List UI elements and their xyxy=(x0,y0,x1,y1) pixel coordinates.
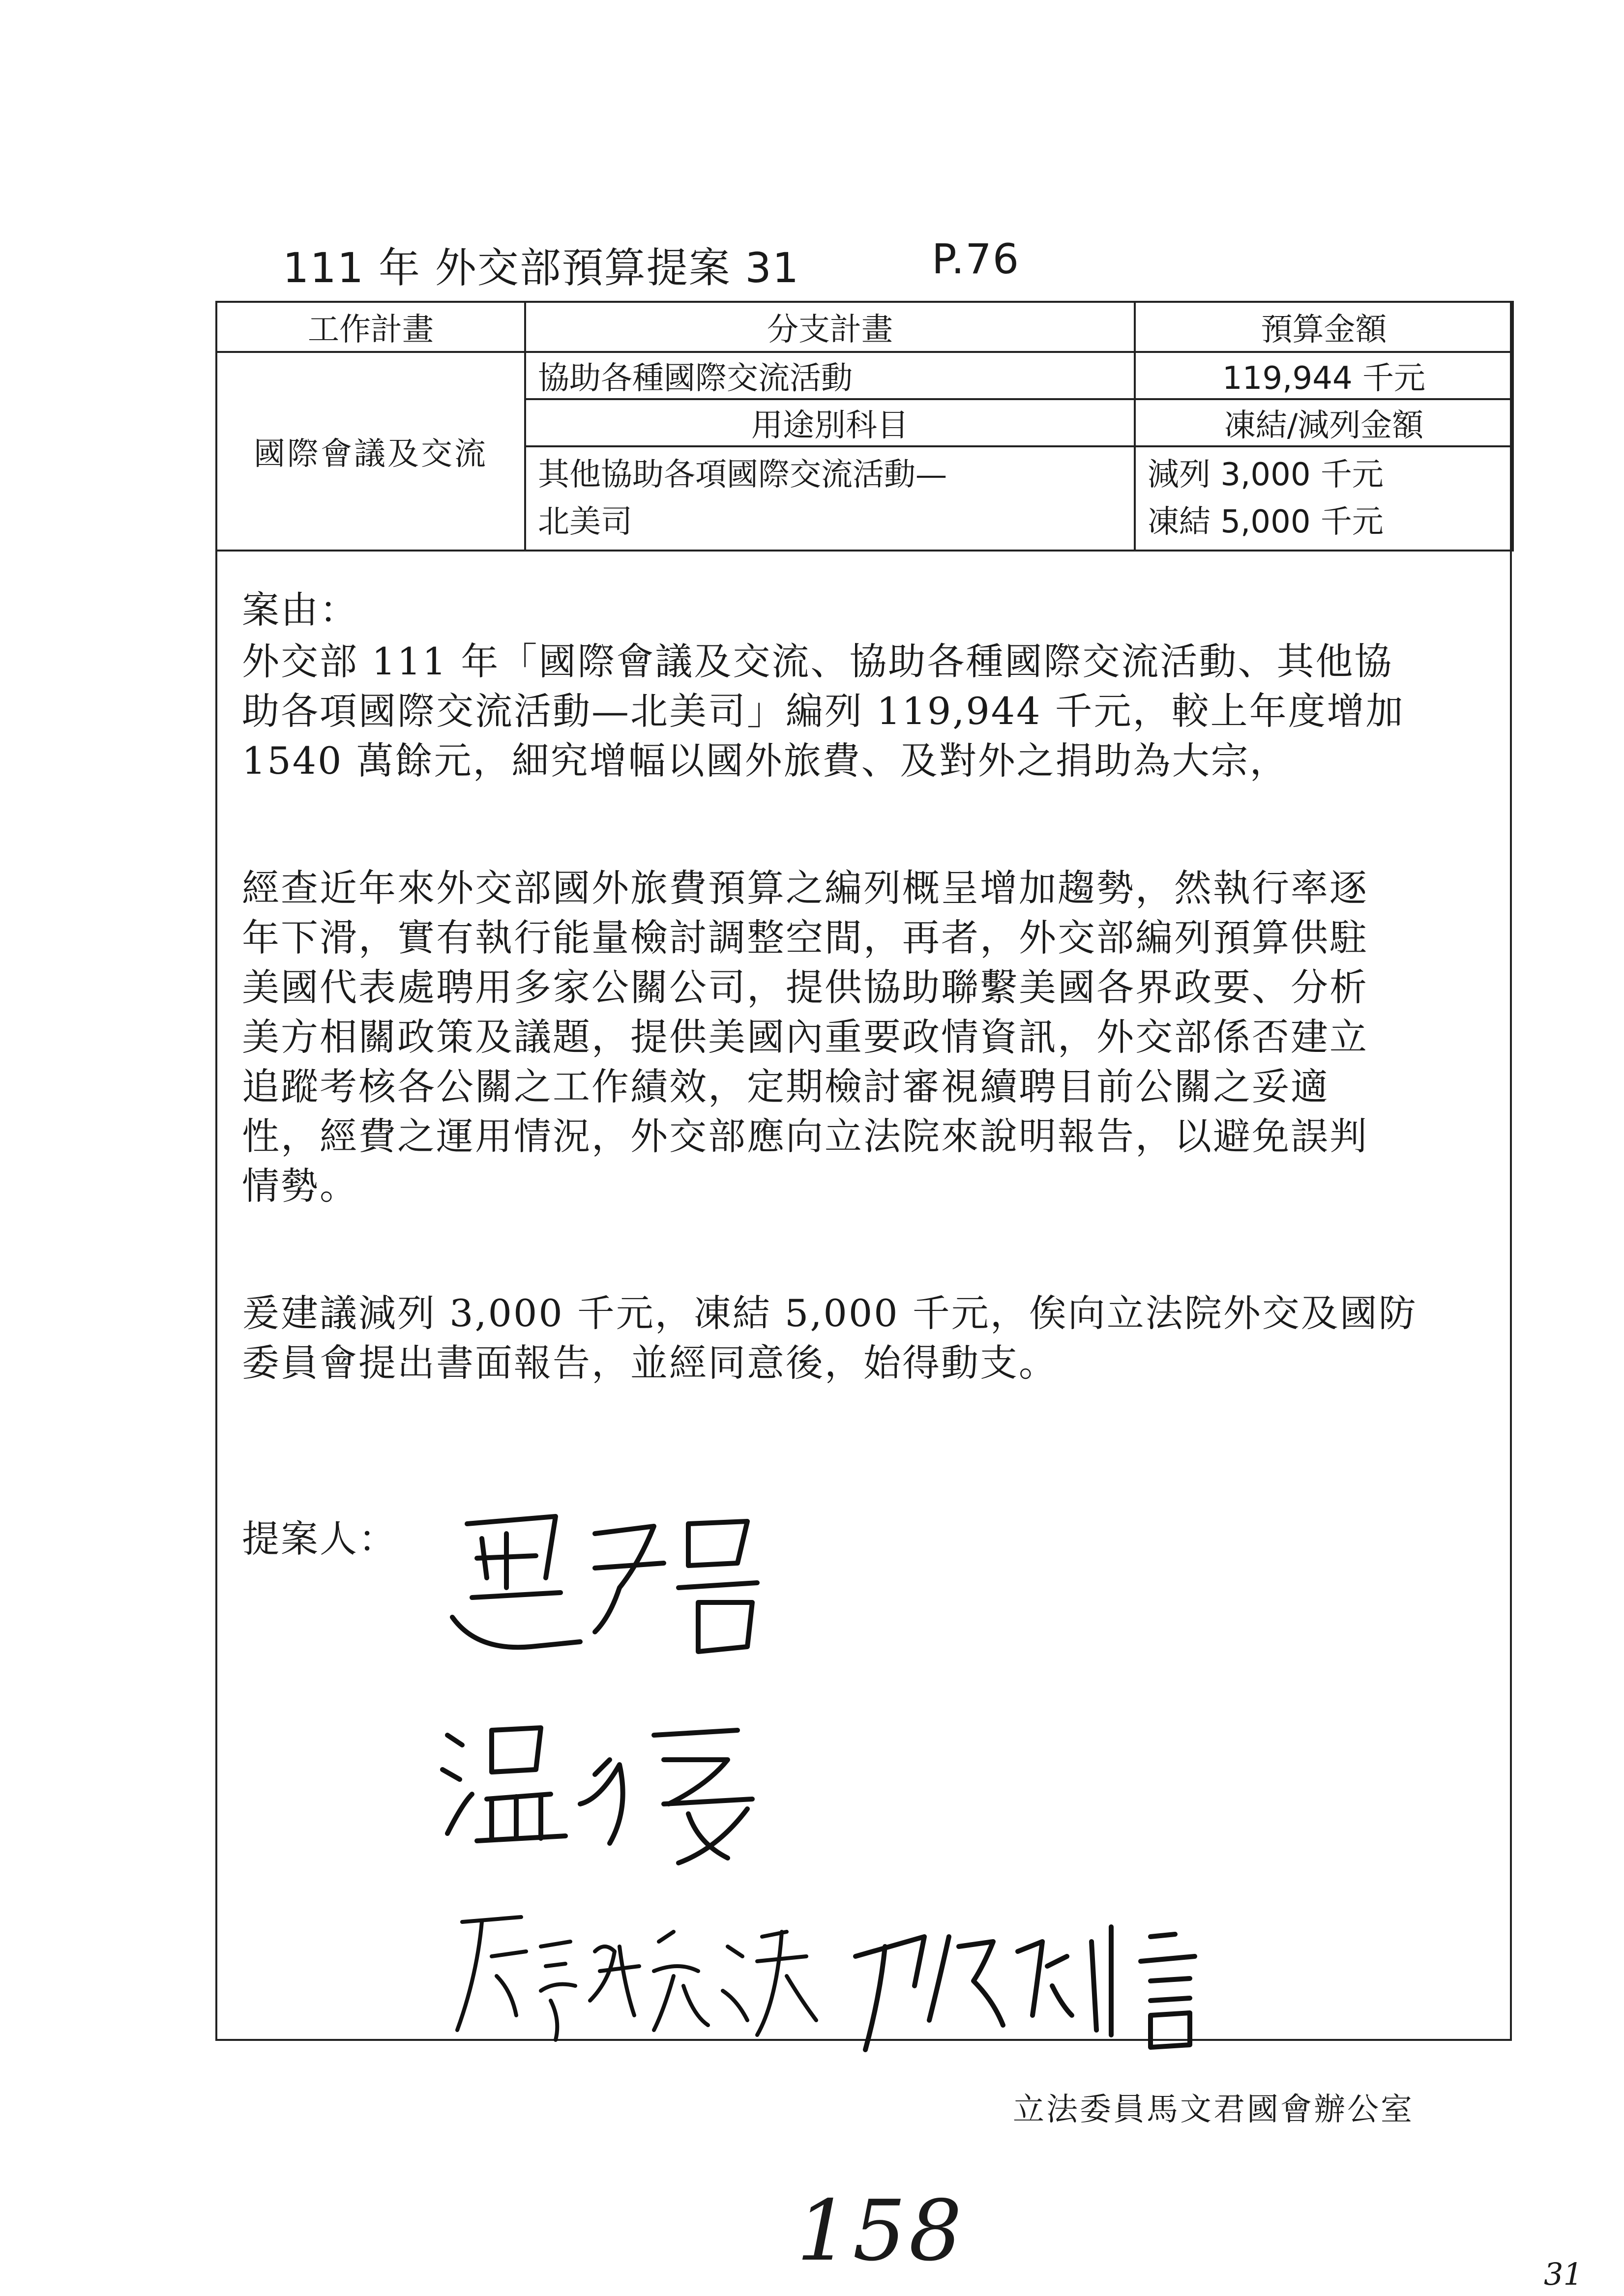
header xyxy=(283,235,1020,294)
usage-line-1: 其他協助各項國際交流活動— xyxy=(538,457,947,493)
cut-amount: 減列 3,000 千元 xyxy=(1148,457,1384,493)
para2-line-2: 年下滑，實有執行能量檢討調整空間，再者，外交部編列預算供駐 xyxy=(242,916,1368,959)
work-plan-value: 國際會議及交流 xyxy=(216,352,525,551)
header-title: 111 年 外交部預算提案 31 xyxy=(283,244,800,292)
office-footer: 立法委員馬文君國會辦公室 xyxy=(1013,2092,1414,2128)
signature-4 xyxy=(836,1907,1239,2055)
para1-line-1: 外交部 111 年「國際會議及交流、協助各種國際交流活動、其他協 xyxy=(242,639,1393,683)
corner-number: 31 xyxy=(1544,2256,1583,2292)
col-header-freeze-cut: 凍結/減列金額 xyxy=(1135,399,1513,446)
handwritten-page-number: 158 xyxy=(797,2182,965,2280)
proposer-label: 提案人： xyxy=(242,1517,397,1561)
budget-value: 119,944 千元 xyxy=(1135,352,1513,399)
para2-line-5: 追蹤考核各公關之工作績效，定期檢討審視續聘目前公關之妥適 xyxy=(242,1065,1329,1108)
budget-table xyxy=(215,301,1514,552)
col-header-sub-plan: 分支計畫 xyxy=(525,302,1135,352)
sub-plan-value: 協助各種國際交流活動 xyxy=(525,352,1135,399)
amount-cell xyxy=(1135,446,1513,551)
col-header-budget: 預算金額 xyxy=(1135,302,1513,352)
signature-2 xyxy=(433,1706,787,1868)
signature-1 xyxy=(433,1504,767,1671)
col-header-usage: 用途別科目 xyxy=(525,399,1135,446)
para1-line-2: 助各項國際交流活動—北美司」編列 119,944 千元，較上年度增加 xyxy=(242,689,1405,733)
reason-label: 案由： xyxy=(242,588,358,632)
para2-line-7: 情勢。 xyxy=(242,1164,358,1208)
para2-line-3: 美國代表處聘用多家公關公司，提供協助聯繫美國各界政要、分析 xyxy=(242,965,1368,1009)
proposal-body xyxy=(242,585,1491,1388)
signature-3 xyxy=(443,1902,826,2050)
para2-line-6: 性，經費之運用情況，外交部應向立法院來說明報告，以避免誤判 xyxy=(242,1114,1368,1158)
para2-line-1: 經查近年來外交部國外旅費預算之編列概呈增加趨勢，然執行率逐 xyxy=(242,866,1368,910)
para1-line-3: 1540 萬餘元，細究增幅以國外旅費、及對外之捐助為大宗， xyxy=(242,739,1289,783)
usage-cell xyxy=(525,446,1135,551)
header-page-ref: P.76 xyxy=(932,235,1020,283)
para3-line-2: 委員會提出書面報告，並經同意後，始得動支。 xyxy=(242,1341,1058,1385)
usage-line-2: 北美司 xyxy=(538,504,632,540)
para3-line-1: 爰建議減列 3,000 千元，凍結 5,000 千元，俟向立法院外交及國防 xyxy=(242,1291,1417,1335)
para2-line-4: 美方相關政策及議題，提供美國內重要政情資訊，外交部係否建立 xyxy=(242,1015,1368,1059)
col-header-work-plan: 工作計畫 xyxy=(216,302,525,352)
freeze-amount: 凍結 5,000 千元 xyxy=(1148,504,1384,540)
